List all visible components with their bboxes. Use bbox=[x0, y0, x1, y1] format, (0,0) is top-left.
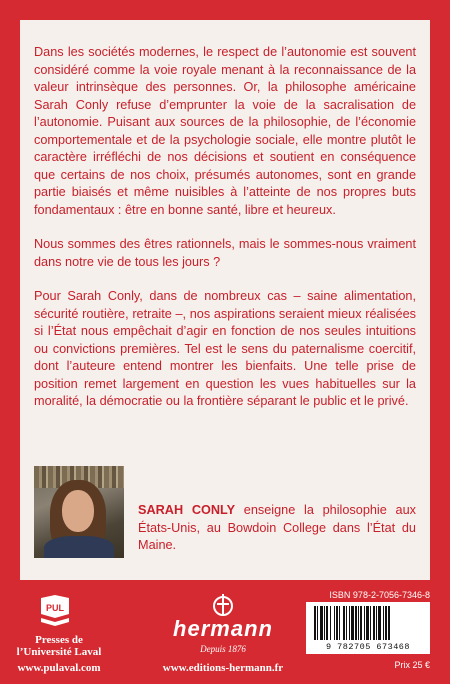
author-name: SARAH CONLY bbox=[138, 503, 236, 517]
barcode bbox=[306, 602, 430, 654]
paragraph-1: Dans les sociétés modernes, le respect de l’autonomie est souvent considéré comme la voie royale menant à la reconnaissance de la valeur intrinsèque des personnes. Or, la philosophe américaine Sarah Conly refuse d’emprunter la voie de la sacralisation de l’autonomie. Puisant aux sources de la philosophie, de l’économie comportementale et de la psychologie sociale, elle montre plutôt le caractère irréfléchi de nos décisions et soutient en conséquence que certains de nos choix, présumés autonomes, sont en grande partie biaisés et même nuisibles à l’atteinte de nos propres buts fondamentaux : être en bonne santé, libre et heureux. bbox=[34, 45, 416, 217]
text-panel bbox=[20, 20, 430, 580]
hermann-url: www.editions-hermann.fr bbox=[162, 662, 284, 674]
pul-logo-icon bbox=[37, 594, 73, 628]
author-bio-text: enseigne la philosophie aux États-Unis, au Bowdoin College dans l’État du Maine. bbox=[138, 503, 416, 552]
author-section bbox=[34, 466, 416, 558]
hermann-logo: hermann bbox=[173, 616, 273, 641]
paragraph-3: Pour Sarah Conly, dans de nombreux cas – saine alimentation, sécurité routière, retraite –, nos aspirations seraient mieux réalisées si l’État nous empêchait d’agir en fonction de nos seules intuitions ou convictions premières. Tel est le sens du paternalisme coercitif, dont l’auteure entend montrer les bienfaits. Une telle prise de position remet largement en question les vues habituelles sur la moralité, la démocratie ou la frontière séparant le public et le privé. bbox=[34, 289, 416, 408]
author-bio bbox=[138, 502, 416, 555]
hermann-emblem-icon bbox=[210, 592, 236, 618]
author-photo bbox=[34, 466, 124, 558]
pul-name-line1: Presses de bbox=[35, 634, 83, 646]
publisher-footer bbox=[0, 580, 450, 684]
description-text bbox=[34, 44, 416, 428]
hermann-since: Depuis 1876 bbox=[200, 644, 246, 654]
barcode-bars bbox=[312, 606, 424, 640]
pul-name bbox=[0, 634, 118, 658]
pul-url: www.pulaval.com bbox=[17, 662, 101, 674]
isbn: ISBN 978-2-7056-7346-8 bbox=[329, 590, 430, 600]
pul-name-line2: l’Université Laval bbox=[16, 646, 102, 658]
pul-logo-text: PUL bbox=[46, 603, 64, 613]
price: Prix 25 € bbox=[394, 660, 430, 670]
barcode-digits: 9 782705 673468 bbox=[325, 642, 410, 652]
paragraph-2: Nous sommes des êtres rationnels, mais le sommes-nous vraiment dans notre vie de tous les jours ? bbox=[34, 237, 416, 269]
